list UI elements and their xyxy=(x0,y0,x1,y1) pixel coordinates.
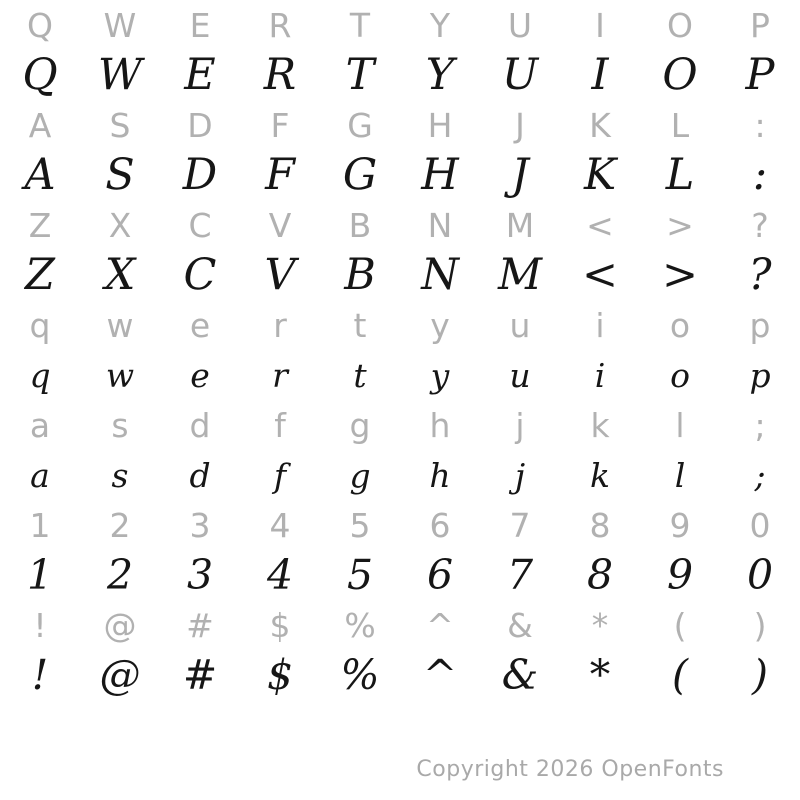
preview-glyph: : xyxy=(752,150,768,200)
preview-glyph: u xyxy=(509,355,531,395)
reference-glyph: E xyxy=(189,5,211,45)
reference-glyph: p xyxy=(749,305,771,345)
preview-glyph: ) xyxy=(752,651,768,699)
preview-glyph: g xyxy=(349,455,371,495)
reference-glyph: * xyxy=(591,605,609,645)
preview-glyph: V xyxy=(264,250,296,300)
reference-glyph: S xyxy=(109,105,131,145)
reference-glyph: 7 xyxy=(509,505,531,545)
preview-glyph: t xyxy=(353,355,367,395)
preview-row xyxy=(0,350,800,400)
preview-glyph: U xyxy=(501,50,539,100)
reference-glyph: j xyxy=(515,405,525,445)
preview-row xyxy=(0,50,800,100)
reference-glyph: $ xyxy=(269,605,291,645)
preview-row xyxy=(0,250,800,300)
preview-row xyxy=(0,450,800,500)
preview-glyph: K xyxy=(583,150,617,200)
preview-glyph: < xyxy=(581,250,619,300)
reference-glyph: a xyxy=(29,405,51,445)
reference-glyph: 8 xyxy=(589,505,611,545)
reference-glyph: % xyxy=(344,605,376,645)
preview-row xyxy=(0,150,800,200)
preview-glyph: @ xyxy=(99,651,141,699)
preview-glyph: i xyxy=(594,355,606,395)
reference-glyph: : xyxy=(754,105,766,145)
reference-glyph: 3 xyxy=(189,505,211,545)
preview-row xyxy=(0,650,800,700)
preview-glyph: 2 xyxy=(106,551,134,599)
reference-row xyxy=(0,500,800,550)
reference-glyph: 1 xyxy=(29,505,51,545)
reference-glyph: V xyxy=(268,205,292,245)
preview-glyph: e xyxy=(190,355,210,395)
reference-glyph: o xyxy=(669,305,691,345)
reference-glyph: d xyxy=(189,405,211,445)
reference-glyph: Q xyxy=(27,5,53,45)
preview-glyph: # xyxy=(182,651,218,699)
preview-glyph: P xyxy=(745,50,775,100)
reference-glyph: < xyxy=(586,205,614,245)
preview-glyph: a xyxy=(30,455,50,495)
preview-glyph: l xyxy=(674,455,686,495)
reference-glyph: r xyxy=(273,305,287,345)
preview-glyph: 7 xyxy=(506,551,534,599)
preview-glyph: N xyxy=(421,250,459,300)
preview-glyph: Y xyxy=(425,50,455,100)
reference-row xyxy=(0,400,800,450)
reference-glyph: 4 xyxy=(269,505,291,545)
preview-glyph: ( xyxy=(672,651,688,699)
reference-glyph: u xyxy=(509,305,531,345)
preview-glyph: B xyxy=(344,250,376,300)
preview-glyph: ; xyxy=(754,455,766,495)
reference-glyph: C xyxy=(188,205,212,245)
reference-glyph: D xyxy=(187,105,213,145)
preview-glyph: q xyxy=(29,355,51,395)
preview-glyph: 1 xyxy=(26,551,54,599)
reference-glyph: M xyxy=(505,205,535,245)
preview-row xyxy=(0,550,800,600)
reference-glyph: W xyxy=(103,5,137,45)
preview-glyph: h xyxy=(429,455,451,495)
reference-glyph: G xyxy=(347,105,373,145)
preview-glyph: C xyxy=(183,250,217,300)
reference-glyph: & xyxy=(507,605,533,645)
preview-glyph: J xyxy=(511,150,529,200)
reference-glyph: 6 xyxy=(429,505,451,545)
preview-glyph: D xyxy=(182,150,218,200)
reference-glyph: 0 xyxy=(749,505,771,545)
reference-row xyxy=(0,100,800,150)
reference-glyph: P xyxy=(750,5,770,45)
reference-glyph: ? xyxy=(751,205,769,245)
preview-glyph: ? xyxy=(748,250,772,300)
reference-glyph: N xyxy=(427,205,453,245)
reference-glyph: k xyxy=(590,405,610,445)
preview-glyph: E xyxy=(184,50,216,100)
preview-glyph: % xyxy=(340,651,380,699)
reference-glyph: 9 xyxy=(669,505,691,545)
reference-glyph: i xyxy=(595,305,605,345)
reference-glyph: X xyxy=(108,205,132,245)
preview-glyph: ^ xyxy=(422,651,458,699)
reference-glyph: # xyxy=(186,605,214,645)
reference-glyph: Y xyxy=(429,5,451,45)
reference-glyph: y xyxy=(430,305,450,345)
copyright-text: Copyright 2026 OpenFonts xyxy=(416,757,724,782)
reference-glyph: I xyxy=(595,5,605,45)
reference-glyph: w xyxy=(106,305,134,345)
reference-glyph: H xyxy=(427,105,453,145)
reference-glyph: s xyxy=(111,405,129,445)
reference-glyph: L xyxy=(670,105,690,145)
preview-glyph: $ xyxy=(266,651,294,699)
preview-glyph: * xyxy=(589,651,611,699)
reference-glyph: > xyxy=(666,205,694,245)
reference-row xyxy=(0,200,800,250)
reference-glyph: F xyxy=(270,105,290,145)
reference-glyph: h xyxy=(429,405,451,445)
preview-glyph: X xyxy=(104,250,136,300)
preview-glyph: 8 xyxy=(586,551,614,599)
preview-glyph: p xyxy=(749,355,771,395)
preview-glyph: O xyxy=(662,50,698,100)
preview-glyph: 6 xyxy=(426,551,454,599)
reference-glyph: J xyxy=(515,105,525,145)
preview-glyph: y xyxy=(430,355,450,395)
preview-glyph: G xyxy=(342,150,378,200)
reference-row xyxy=(0,300,800,350)
reference-glyph: Z xyxy=(28,205,52,245)
preview-glyph: Z xyxy=(25,250,55,300)
preview-glyph: d xyxy=(189,455,211,495)
preview-glyph: H xyxy=(421,150,459,200)
reference-glyph: K xyxy=(589,105,611,145)
reference-glyph: ( xyxy=(673,605,687,645)
preview-glyph: w xyxy=(105,355,135,395)
preview-glyph: F xyxy=(265,150,295,200)
preview-glyph: 4 xyxy=(266,551,294,599)
preview-glyph: W xyxy=(97,50,143,100)
reference-glyph: ) xyxy=(753,605,767,645)
preview-glyph: L xyxy=(665,150,695,200)
preview-glyph: 9 xyxy=(666,551,694,599)
preview-glyph: f xyxy=(273,455,287,495)
preview-glyph: M xyxy=(497,250,543,300)
reference-glyph: ^ xyxy=(426,605,454,645)
preview-glyph: > xyxy=(661,250,699,300)
reference-glyph: @ xyxy=(103,605,137,645)
preview-glyph: s xyxy=(111,455,129,495)
preview-glyph: k xyxy=(590,455,610,495)
reference-glyph: 5 xyxy=(349,505,371,545)
preview-glyph: ! xyxy=(31,651,49,699)
preview-glyph: j xyxy=(514,455,526,495)
preview-glyph: S xyxy=(105,150,135,200)
preview-glyph: Q xyxy=(22,50,58,100)
reference-glyph: ! xyxy=(33,605,47,645)
preview-glyph: A xyxy=(24,150,56,200)
preview-glyph: 5 xyxy=(346,551,374,599)
preview-glyph: R xyxy=(263,50,297,100)
reference-glyph: U xyxy=(507,5,533,45)
reference-row xyxy=(0,600,800,650)
preview-glyph: r xyxy=(272,355,288,395)
preview-glyph: 3 xyxy=(186,551,214,599)
reference-glyph: O xyxy=(667,5,693,45)
reference-glyph: l xyxy=(675,405,685,445)
reference-glyph: B xyxy=(348,205,372,245)
reference-glyph: q xyxy=(29,305,51,345)
reference-glyph: T xyxy=(349,5,371,45)
reference-glyph: A xyxy=(28,105,52,145)
reference-row xyxy=(0,0,800,50)
preview-glyph: & xyxy=(501,651,539,699)
preview-glyph: o xyxy=(670,355,690,395)
reference-glyph: g xyxy=(349,405,371,445)
reference-glyph: R xyxy=(268,5,292,45)
reference-glyph: e xyxy=(189,305,211,345)
preview-glyph: 0 xyxy=(746,551,774,599)
reference-glyph: ; xyxy=(754,405,766,445)
reference-glyph: 2 xyxy=(109,505,131,545)
reference-glyph: f xyxy=(274,405,286,445)
preview-glyph: I xyxy=(591,50,609,100)
preview-glyph: T xyxy=(345,50,375,100)
reference-glyph: t xyxy=(353,305,367,345)
